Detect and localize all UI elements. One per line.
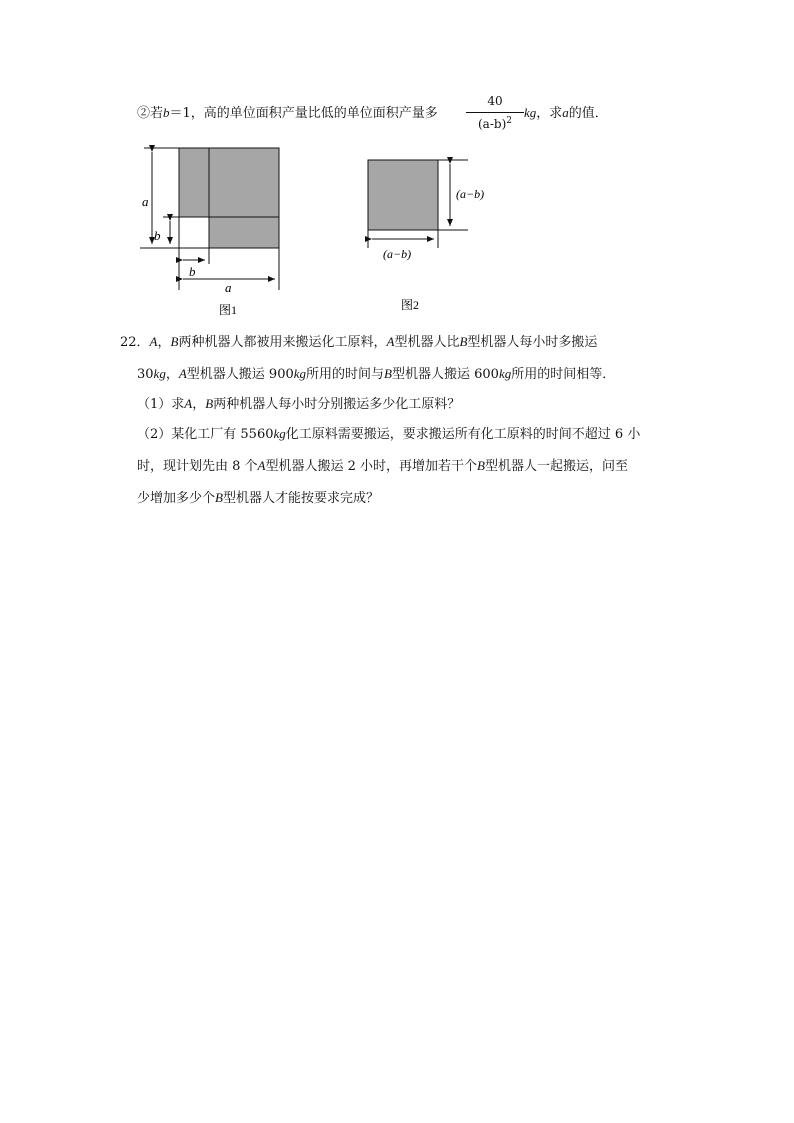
- text: 的值．: [568, 106, 608, 121]
- fraction-numerator: 40: [487, 94, 503, 108]
- figure1-blank-small-square: [179, 217, 209, 248]
- figure1-label-b-bottom: b: [189, 264, 196, 279]
- text: ，: [192, 397, 206, 412]
- figure2-label-bottom: (a−b): [383, 247, 412, 261]
- text: 型机器人搬运 2 小时，再增加若干个: [265, 459, 478, 474]
- fraction-40-over-a-minus-b-squared: [466, 94, 524, 134]
- var-b: b: [163, 105, 170, 120]
- var-B: B: [384, 366, 392, 381]
- figure1-label-a-left: a: [142, 194, 149, 209]
- text: （2）某化工厂有 5560: [137, 427, 274, 442]
- unit-kg: kg: [273, 426, 286, 441]
- q22-line-1: [120, 333, 597, 352]
- text: 所用的时间与: [306, 367, 385, 382]
- text: 化工原料需要搬运，要求搬运所有化工原料的时间不超过 6 小: [285, 427, 641, 442]
- figure2-label-right: (a−b): [456, 187, 485, 201]
- circled-2-marker: ②: [137, 106, 151, 121]
- unit-kg: kg: [498, 366, 512, 381]
- figure1-caption: 图1: [219, 303, 238, 317]
- text: 型机器人才能按要求完成？: [222, 491, 379, 506]
- figure1-label-a-bottom: a: [225, 280, 232, 295]
- text: ，: [157, 335, 171, 350]
- q22-part2-line-1: [137, 425, 640, 444]
- var-B: B: [459, 334, 468, 349]
- var-A: A: [178, 366, 187, 381]
- text: 型机器人一起搬运，问至: [485, 459, 629, 474]
- text: 时，现计划先由 8 个: [137, 459, 258, 474]
- q21-part2-line: [137, 104, 438, 123]
- text: 若: [150, 106, 164, 121]
- text: 型机器人比: [394, 335, 460, 350]
- q22-part2-line-3: [137, 489, 379, 508]
- var-B: B: [170, 334, 179, 349]
- var-A: A: [386, 334, 395, 349]
- question-number: 22．: [120, 335, 150, 350]
- q21-part2-line-tail: [524, 104, 608, 123]
- q22-part2-line-2: [137, 457, 628, 476]
- number: 30: [137, 367, 154, 382]
- figure1-label-b-left: b: [154, 228, 161, 243]
- text: （1）求: [137, 397, 185, 412]
- text: ＝1，高的单位面积产量比低的单位面积产量多: [169, 106, 438, 121]
- var-A: A: [184, 396, 193, 411]
- text: 两种机器人都被用来搬运化工原料，: [178, 335, 387, 350]
- denominator-base: (a-b): [478, 117, 507, 131]
- figure-2: [355, 150, 515, 315]
- var-A: A: [257, 458, 266, 473]
- figure1-shaded-left-strip: [179, 148, 209, 217]
- denominator-exponent: 2: [506, 116, 512, 126]
- var-a: a: [562, 105, 569, 120]
- var-B: B: [205, 396, 214, 411]
- q22-part1: [137, 395, 460, 414]
- figure2-caption: 图2: [401, 298, 420, 312]
- figure-1: [130, 140, 300, 320]
- fraction-denominator: [466, 116, 524, 131]
- text: 少增加多少个: [137, 491, 216, 506]
- text: ，求: [536, 106, 563, 121]
- unit-kg: kg: [293, 366, 307, 381]
- q22-line-2: [137, 365, 615, 384]
- figure1-shaded-big-square: [209, 148, 279, 248]
- var-B: B: [215, 490, 223, 505]
- text: ，: [165, 367, 179, 382]
- text: 型机器人每小时多搬运: [467, 335, 598, 350]
- text: 所用的时间相等．: [511, 367, 616, 382]
- var-B: B: [477, 458, 485, 473]
- text: 两种机器人每小时分别搬运多少化工原料？: [213, 397, 461, 412]
- unit-kg: kg: [153, 366, 166, 381]
- text: 型机器人搬运 600: [392, 367, 499, 382]
- fraction-bar: [466, 112, 524, 113]
- var-A: A: [149, 334, 158, 349]
- text: 型机器人搬运 900: [186, 367, 294, 382]
- figure2-shaded-square: [368, 160, 438, 230]
- unit-kg: kg: [524, 105, 537, 120]
